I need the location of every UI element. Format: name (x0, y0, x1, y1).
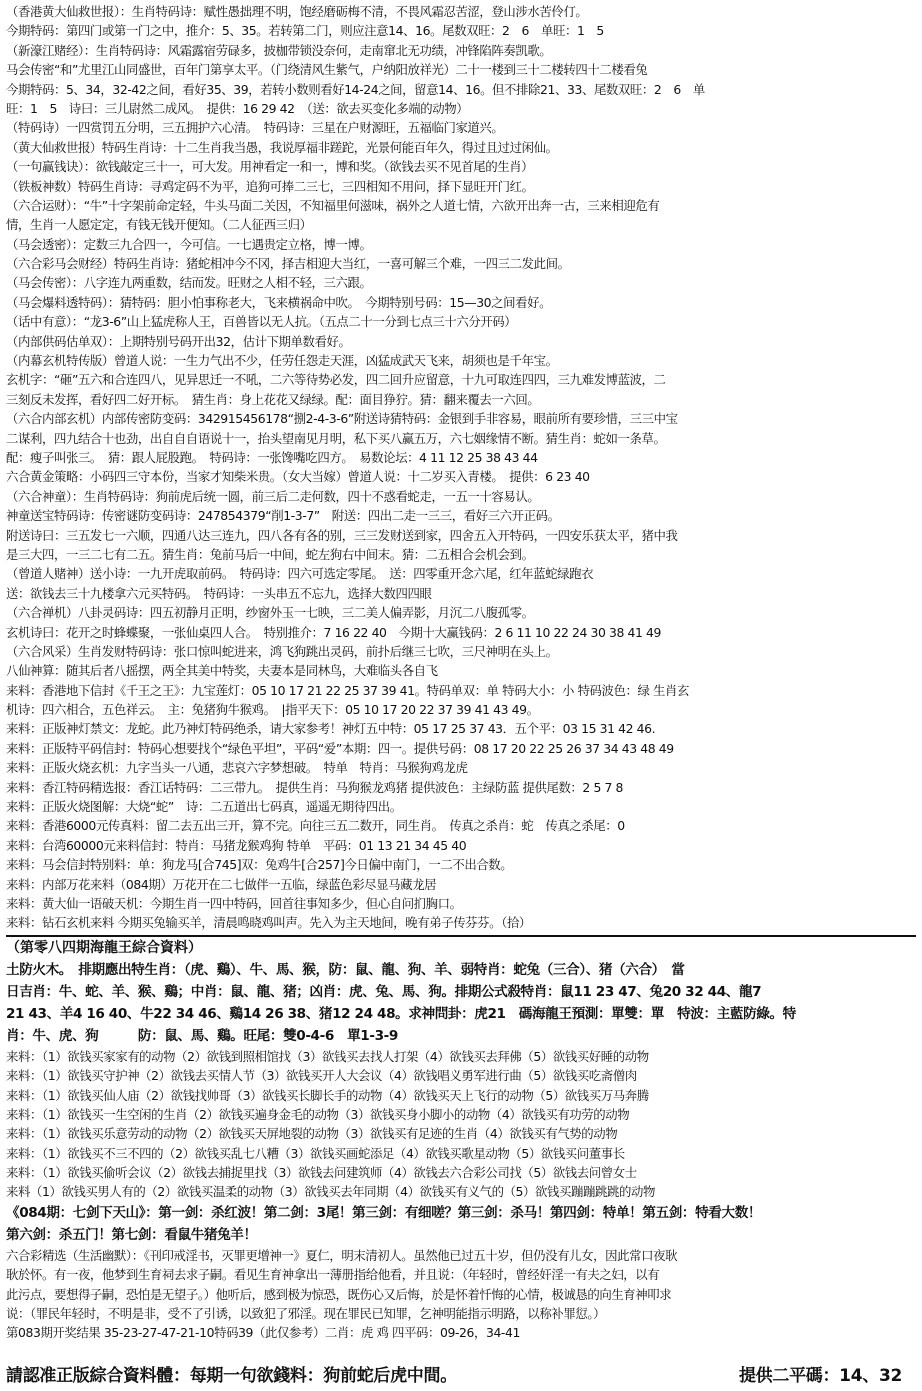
riddle-line: 来料：（1）欲钱买偷听会议（2）欲钱去捕捉里找（3）欲钱去问建筑师（4）欲钱去六合彩公司找（5）欲钱去问曾女士 (6, 1165, 637, 1181)
text-line: 旺：1 5 诗曰：三儿尉然二成风。 提供：16 29 42 （送：欲去买变化多端的动物） (6, 100, 469, 116)
story-line: 此污点，要想得子嗣，恐怕是无望子。）他听后，感到极为惊恐，既伤心又后悔，於是怀着忏悔的心情，极诚恳的向生育神叩求 (6, 1286, 672, 1302)
text-line: 来料：香港6000元传真料：留二去五出三开，算不完。向往三五二数开，同生肖。 传真之杀肖：蛇 传真之杀尾：0 (6, 818, 625, 834)
text-line: 来料：正版特平码信封：特码心想要找个“绿色平坦”，平码“爱”本期：四一。提供号码：08 17 20 22 25 26 37 34 43 48 49 (6, 740, 674, 756)
article-column (6, 2, 916, 1343)
text-line: （新濠江赌经）：生肖特码诗：风霜露宿劳碌多，披枷带锁没奈何，走南窜北无功绩，冲锋陷阵奏凯歌。 (6, 42, 552, 58)
text-line: 来料：正版神灯禁文：龙蛇。此乃神灯特码绝杀，请大家参考！神灯五中特：05 17 25 37 43．五个平：03 15 31 42 46. (6, 721, 656, 737)
text-line: 情，生肖一人愿定定，有钱无钱开便知。（二人征西三归） (6, 217, 312, 233)
riddle-line: 来料：（1）欲钱买一生空闲的生肖（2）欲钱买遍身金毛的动物（3）欲钱买身小脚小的动物（4）欲钱买有功劳的动物 (6, 1106, 630, 1122)
text-line: （六合内部玄机）内部传密防变码：342915456178“捌2-4-3-6”附送诗猜特码：金银到手非容易，眼前所有要珍惜，三三中宝 (6, 411, 678, 427)
text-line: 来料：马会信封特别料：单：狗龙马[合745]双：兔鸡牛[合257]今日偏中南门，一二不出合数。 (6, 857, 513, 873)
story-lines (6, 1246, 916, 1343)
text-line: 送：欲钱去三十九楼拿六元买特码。 特码诗：一头串五不忘九，选择大数四四眼 (6, 585, 432, 601)
sword-line: 《084期：七剑下天山》：第一剑：杀红波！第二剑：3尾！第三剑：有细嗟？第三剑：杀马！第四剑：特单！第五剑：特看大数！ (6, 1204, 762, 1221)
text-line: 今期特码：第四门或第一门之中，推介：5、35。若转第二门，则应注意14、16。尾数双旺：2 6 单旺：1 5 (6, 23, 604, 39)
sword-line: 第六剑：杀五门！第七剑：看鼠牛猪兔羊！ (6, 1226, 257, 1243)
story-line: 六合彩精选（生活幽默）：《刊印戒淫书，灭罪更增神一》夏仁，明末清初人。虽然他已过五十岁，但仍没有儿女，因此常口夜耿 (6, 1247, 678, 1263)
text-line: 来料：正版火烧玄机：九字当头一八通，悲哀六字梦想破。 特单 特肖：马猴狗鸡龙虎 (6, 760, 468, 776)
text-line: （六合彩马会财经）特码生肖诗：猪蛇相冲今不冈，择吉相迎大当红，一喜可解三个难，一四三二发此间。 (6, 256, 570, 272)
text-line: 来料：正版火烧图解：大烧“蛇” 诗：二五道出七码真，遥遥无期待四出。 (6, 799, 402, 815)
text-line: （六合禅机）八卦灵码诗：四五初静月正明，纱窗外玉一七映，三二美人偏弄影，月沉二八腹孤零。 (6, 605, 534, 621)
footer-bar (6, 1359, 916, 1387)
text-line: 八仙神算：随其后者八摇摆，两全其美中特奖，夫妻本是同林鸟，大难临头各自飞 (6, 663, 438, 679)
text-line: 二谋利，四九结合十也劲，出自自自语说十一，抬头望南见月明，私下买八赢五万，六七姻缘情不断。猜生肖：蛇如一条草。 (6, 430, 666, 446)
riddle-line: 来料：（1）欲钱买不三不四的（2）欲钱买乱七八糟（3）欲钱买画蛇添足（4）欲钱买歌星动物（5）欲钱买问董事长 (6, 1145, 625, 1161)
section-lines (6, 959, 916, 1047)
text-line: 玄机字：“砸”五六和合连四八，见异思迁一不吼，二六等待势必发，四二回升应留意，十九可取连四四，三九难发博蓝波，二 (6, 372, 666, 388)
riddle-line: 来料（1）欲钱买男人有的（2）欲钱买温柔的动物（3）欲钱买去年同期（4）欲钱买有义气的（5）欲钱买蹦蹦跳跳的动物 (6, 1184, 655, 1200)
riddle-line: 来料：（1）欲钱买乐意劳动的动物（2）欲钱买天屏地裂的动物（3）欲钱买有足迹的生肖（4）欲钱买有气势的动物 (6, 1126, 618, 1142)
text-line: 来料：香港地下信封《千王之王》：九宝莲灯：05 10 17 21 22 25 37 39 41。特码单双：单 特码大小：小 特码波色：绿 生肖玄 (6, 682, 690, 698)
text-line: 三刻反未发挥，看好四二好开标。 猜生肖：身上花花又绿绿。配：面目狰狞。猜：翻来覆去一六回。 (6, 391, 540, 407)
text-line: （话中有意）：“龙3-6”山上猛虎称人王，百兽皆以无人抗。（五点二十一分到七点三十六分开码） (6, 314, 517, 330)
text-line: 附送诗曰：三五发七一六顺，四通八达三连九，四八各有各的别，三三发财送到家，四舍五入开特码，一四安乐获太平，猪中我 (6, 527, 678, 543)
riddle-line: 来料：（1）欲钱买家家有的动物（2）欲钱到照相馆找（3）欲钱买去找人打架（4）欲钱买去拜佛（5）欲钱买好睡的动物 (6, 1048, 649, 1064)
text-line: 配：瘦子叫张三。 猜：跟人屁股跑。 特码诗：一张馋嘴吃四方。 易数论坛：4 11 12 25 38 43 44 (6, 449, 538, 465)
story-line: 说：（罪民年轻时，不明是非，受不了引诱，以致犯了邪淫。现在罪民已知罪，乞神明能指示明路，以称补罪愆。） (6, 1306, 606, 1322)
riddle-line: 来料：（1）欲钱买仙人庙（2）欲钱找帅哥（3）欲钱买长脚长手的动物（4）欲钱买天上飞行的动物（5）欲钱买万马奔腾 (6, 1087, 649, 1103)
text-line: 是三大四，一三二七有二五。猜生肖：兔前马后一中间，蛇左狗右中间末。猜：二五相合会机会到。 (6, 546, 534, 562)
section-heading: （第零八四期海龍王綜合資料） (6, 939, 202, 956)
forecast-line: 21 43、羊4 16 40、牛22 34 46、鷄14 26 38、猪12 24 48。求神問卦：虎21 碼海龍王預測：單雙：單 特波：主藍防綠。特 (6, 1005, 796, 1022)
riddle-lines (6, 1047, 916, 1202)
text-line: （内幕玄机特传版）曾道人说：一生力气出不少，任劳任怨走天涯，凶猛成武天飞来，胡须也是千年宝。 (6, 353, 558, 369)
text-line: （黄大仙救世报）特码生肖诗：十二生肖我当愚，我说厚福非蹉跎，光景何能百年久，得过且过过闲仙。 (6, 139, 558, 155)
text-line: （马会传密）：八字连九两重数，结而发。旺财之人相不轻，三六跟。 (6, 275, 372, 291)
text-line: （特码诗）一四赏罚五分明，三五拥护六心清。 特码诗：三星在户财源旺，五福临门家道兴。 (6, 120, 504, 136)
text-line: 来料：内部万花来料（084期）万花开在二七做伴一五临，绿蓝色彩尽显马藏龙居 (6, 876, 437, 892)
forecast-line: 日吉肖：牛、蛇、羊、猴、鷄；中肖：鼠、龍、猪；凶肖：虎、兔、馬、狗。排期公式殺特肖：鼠11 23 47、兔20 32 44、龍7 (6, 983, 762, 1000)
riddle-line: 来料：（1）欲钱买守护神（2）欲钱去买情人节（3）欲钱买开人大会议（4）欲钱唱义勇军进行曲（5）欲钱买吃斋僧肉 (6, 1068, 637, 1084)
text-line: 机诗：四六相合，五色祥云。 主：兔猪狗牛猴鸡。 |指平天下：05 10 17 20 22 37 39 41 43 49。 (6, 702, 539, 718)
text-line: （曾道人赌神）送小诗：一九开虎取前码。 特码诗：四六可选定零尾。 送：四零重开念六尾，红年蓝蛇绿跑衣 (6, 566, 594, 582)
text-line: 来料：台湾60000元来料信封：特肖：马猪龙猴鸡狗 特单 平码：01 13 21 34 45 40 (6, 837, 467, 853)
text-line: 玄机诗曰：花开之时蜂蝶聚，一张仙桌四人合。 特别推介：7 16 22 40 今期十大赢钱码：2 6 11 10 22 24 30 38 41 49 (6, 624, 662, 640)
text-line: 马会传密“和”尤里江山同盛世，百年门第享太平。（门绕清风生紫气，户纳阳放祥光）二十一楼到三十二楼转四十二楼看兔 (6, 62, 648, 78)
text-line: 神童送宝特码诗：传密谜防变码诗：247854379“削1-3-7” 附送：四出二走一三三，看好三六开正码。 (6, 508, 560, 524)
text-line: 来料：香江特码精选报：香江话特码：二三带九。 提供生肖：马狗猴龙鸡猪 提供波色：主绿防蓝 提供尾数：2 5 7 8 (6, 779, 623, 795)
story-line: 耿於怀。有一夜，他梦到生育祠去求子嗣。看见生育神拿出一薄册指给他看，并且说：（年轻时，曾经奸淫一有夫之妇，以有 (6, 1267, 660, 1283)
text-line: 来料：黄大仙一语破天机：今期生肖一四中特码，回首往事知多少，但心自问扪胸口。 (6, 895, 462, 911)
text-line: （内部供码估单双）：上期特别号码开出32，估计下期单数看好。 (6, 333, 351, 349)
text-line: （六合风采）生肖发财特码诗：张口惊叫蛇进来，鸿飞狗跳出灵码，前扑后继三七吹，三尺神明在头上。 (6, 643, 558, 659)
text-line: （马会爆料透特码）：猜特码：胆小怕事称老大，飞来横祸命中吹。 今期特别号码：15—30之间看好。 (6, 294, 552, 310)
text-line: 六合黄金策略：小码四三守本份，当家才知柴米贵。（女大当嫁）曾道人说：十二岁买入青楼。 提供：6 23 40 (6, 469, 590, 485)
seven-sword-lines (6, 1202, 916, 1246)
text-line: 来料：钻石玄机来料 今期买兔输买羊，清晨鸣晓鸡叫声。先入为主天地间，晚有弟子传芬芬。（拾） (6, 915, 531, 931)
text-line: （六合神童）：生肖特码诗：狗前虎后统一圆，前三后二走何数，四十不惑看蛇走，一五一十容易认。 (6, 488, 540, 504)
text-line: 今期特码：5、34，32-42之间，看好35、39，若转小数则看好14-24之间，留意14、16。但不排除21、33、尾数双旺：2 6 单 (6, 81, 705, 97)
text-line: （铁板神数）特码生肖诗：寻鸡定码不为平，追狗可捧二三七，三四相知不用问，择下显旺开门红。 (6, 178, 534, 194)
forecast-line: 土防火木。 排期應出特生肖：（虎、鷄）、牛、馬、猴，防：鼠、龍、狗、羊、弱特肖：蛇兔（三合）、猪（六合） 當 (6, 961, 685, 978)
text-line: （马会透密）：定数三九合四一，今可信。一七遇贵定立格，博一博。 (6, 236, 372, 252)
text-line: （香港黄大仙救世报）：生肖特码诗：赋性愚拙理不明，饱经磨砺梅不清，不畏风霜忍苦涩，登山涉水苦伶仃。 (6, 4, 588, 19)
footer-right-text: 提供二平碼：14、32 (738, 1365, 902, 1386)
top-lines (6, 2, 916, 933)
footer-left-text: 請認准正版綜合資料體：每期一句欲錢料：狗前蛇后虎中間。 (6, 1365, 457, 1386)
text-line: （一句赢钱诀）：欲钱敲定三十一，可大发。用神看定一和一，博和奖。（欲钱去买不见首尾的生肖） (6, 159, 534, 175)
text-line: （六合运财）：“牛”十字架前命定轻，牛头马面二关因，不知福里何滋味，祸外之人道七情，六欲开出奔一古，三来相迎危有 (6, 197, 660, 213)
forecast-line: 肖：牛、虎、狗 防：鼠、馬、鷄。旺尾：雙0-4-6 單1-3-9 (6, 1027, 398, 1044)
story-line: 第083期开奖结果 35-23-27-47-21-10特码39（此仅参考）二肖：虎 鸡 四平码：09-26，34-41 (6, 1325, 520, 1341)
